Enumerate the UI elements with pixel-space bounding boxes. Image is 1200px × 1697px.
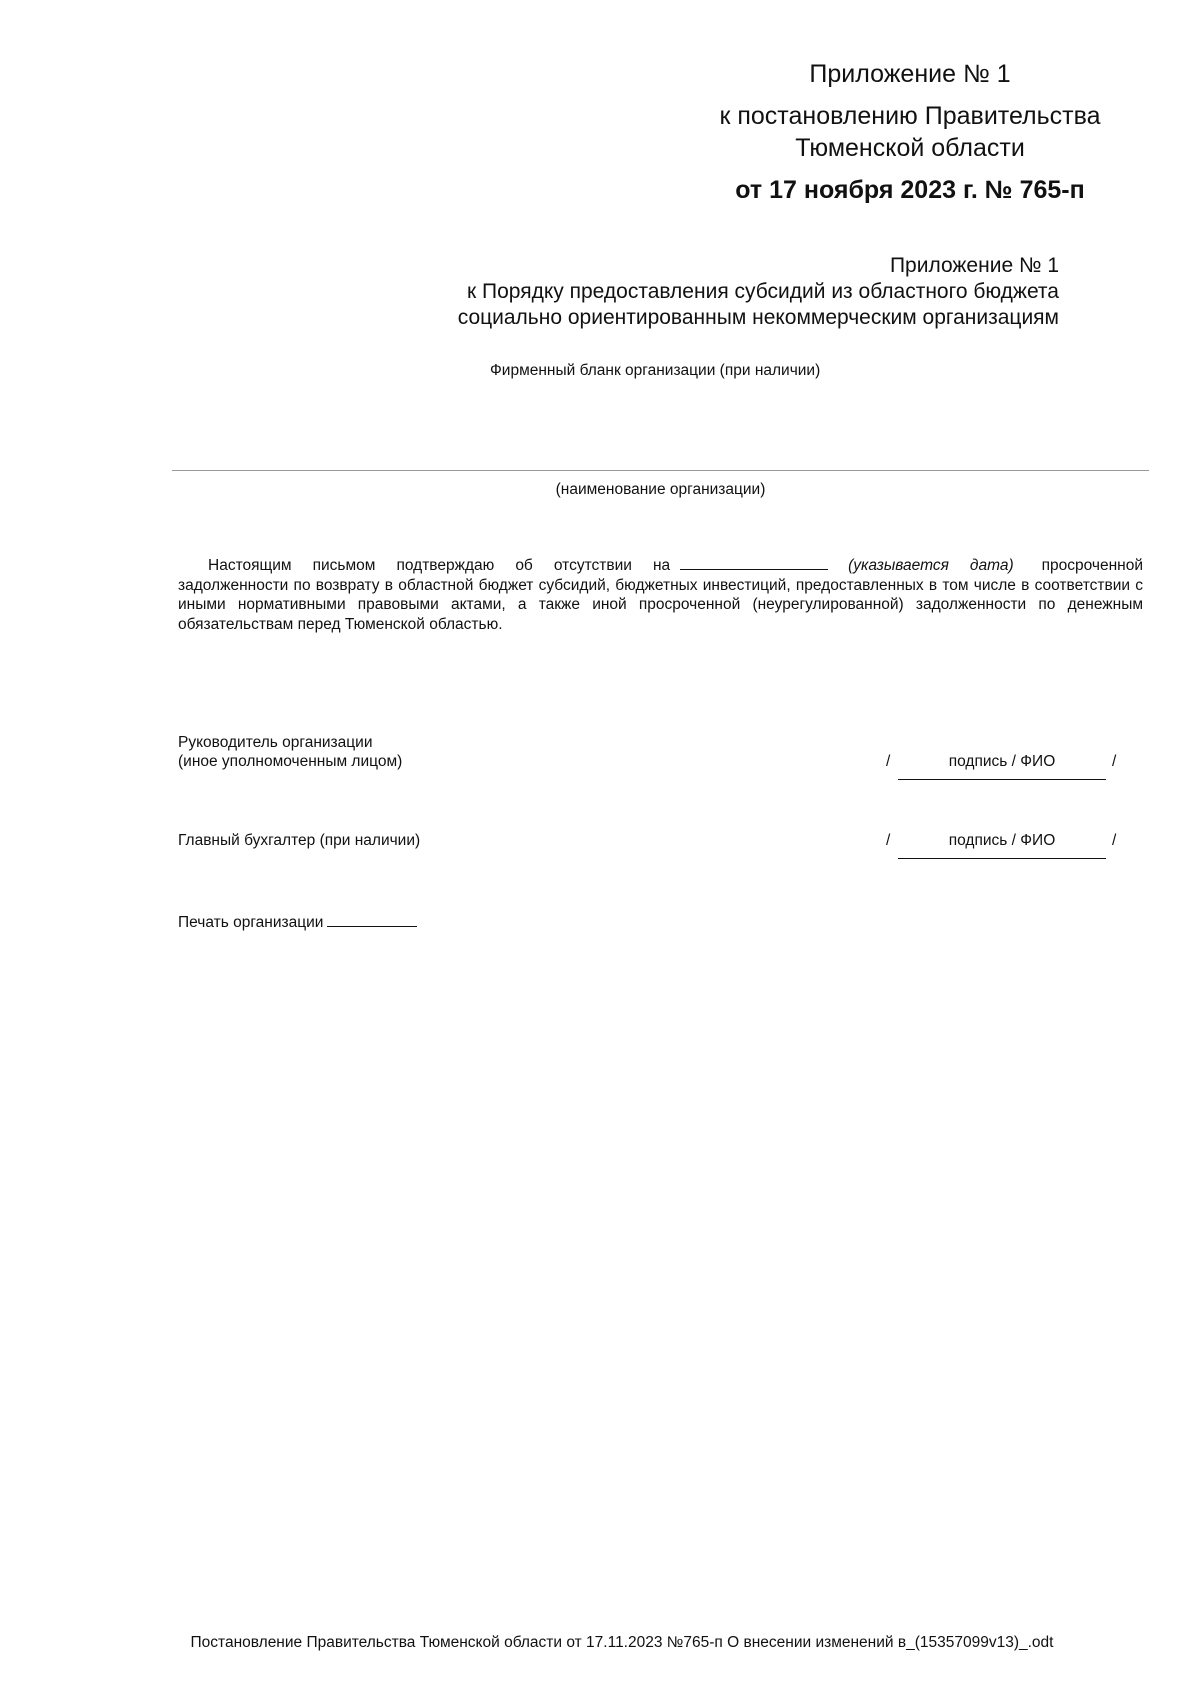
- signature-accountant-line[interactable]: [898, 831, 1106, 859]
- signature-accountant: [178, 831, 420, 850]
- decree-date: от 17 ноября 2023 г. № 765-п: [735, 176, 1085, 204]
- signature-head-label-1: Руководитель организации: [178, 734, 373, 751]
- signature-head-slash-left: /: [886, 753, 891, 770]
- signature-accountant-slash-right: /: [1112, 832, 1117, 849]
- decree-line-1: к постановлению Правительства: [719, 102, 1101, 130]
- signature-head: [178, 733, 402, 771]
- org-name-rule: [172, 470, 1149, 471]
- date-hint: (указывается дата): [848, 557, 1014, 574]
- letterhead-note: Фирменный бланк организации (при наличии): [490, 362, 821, 379]
- signature-head-label-2: (иное уполномоченным лицом): [178, 753, 403, 770]
- decree-line-2: Тюменской области: [795, 134, 1025, 162]
- sub-annex-line-3: социально ориентированным некоммерческим организациям: [457, 306, 1059, 329]
- signature-head-line[interactable]: [898, 752, 1106, 780]
- body-part-1: Настоящим письмом подтверждаю об отсутствии на: [208, 557, 671, 574]
- signature-accountant-label: Главный бухгалтер (при наличии): [178, 832, 421, 849]
- annex-title: Приложение № 1: [809, 60, 1011, 88]
- stamp-field: [178, 911, 417, 932]
- confirmation-paragraph: [178, 555, 1143, 634]
- date-blank[interactable]: [680, 555, 828, 570]
- sub-annex-line-1: Приложение № 1: [889, 254, 1059, 277]
- stamp-label: Печать организации: [178, 914, 324, 931]
- stamp-blank[interactable]: [327, 911, 417, 927]
- annex-header: [660, 58, 1160, 206]
- body-part-2: просроченной задолженности по возврату в областной бюджет субсидий, бюджетных инвестиций, предоставленных в том числе в соответствии с иными нормативными правовыми актами, а также иной просроченной (неурегулированной) задолженности по денежным обязательствам перед Тюменской областью.: [178, 557, 1143, 633]
- signature-head-slash-right: /: [1112, 753, 1117, 770]
- sub-annex: [458, 253, 1059, 331]
- document-footer: Постановление Правительства Тюменской области от 17.11.2023 №765-п О внесении изменений в_(15357099v13)_.odt: [190, 1634, 1054, 1651]
- sub-annex-line-2: к Порядку предоставления субсидий из областного бюджета: [467, 280, 1059, 303]
- signature-accountant-caption: подпись / ФИО: [948, 832, 1056, 849]
- signature-head-caption: подпись / ФИО: [948, 753, 1056, 770]
- org-name-caption: (наименование организации): [555, 481, 766, 498]
- signature-accountant-slash-left: /: [886, 832, 891, 849]
